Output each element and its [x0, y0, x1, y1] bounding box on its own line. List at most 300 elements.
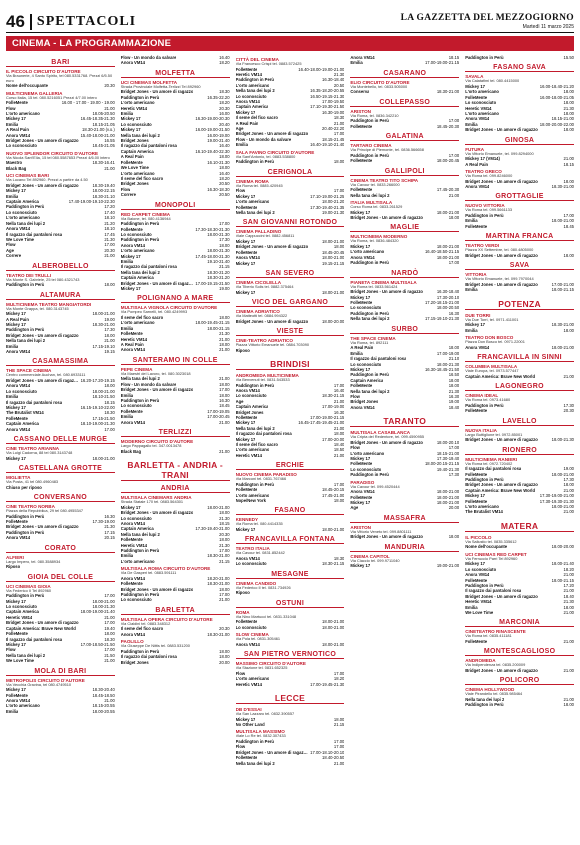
cinema-name: CINEMA PALLADINO	[235, 229, 282, 235]
showtimes: 21.00	[219, 448, 230, 454]
showtimes: 16.40	[333, 387, 345, 393]
cinema-address: Via Montebello, tel. 0833.505000	[350, 83, 408, 89]
showtimes: 18.00-19.45-21.15	[195, 320, 230, 326]
film-title: A Real Pain	[235, 120, 259, 126]
showtimes: 21.00	[563, 509, 574, 515]
film-title: Emilia	[465, 121, 478, 127]
showtimes: 16.30-18.40	[436, 289, 460, 295]
showtimes: 21.00	[563, 639, 574, 644]
film-title: Anora VM14	[6, 348, 31, 354]
film-title: Captain America: Brave New World	[6, 625, 76, 631]
film-title: Anora VM14	[465, 116, 490, 122]
showtime-row	[236, 722, 345, 727]
film-title: Nope/New York	[235, 498, 266, 504]
showtime-row	[6, 83, 115, 88]
film-title: Anora VM14	[6, 535, 31, 541]
cinema-address: Via Nino Martucci tel. 0831.331048	[235, 613, 297, 619]
showtimes: 21.00	[563, 572, 574, 578]
showtimes: 17.30-19.40-21.00	[195, 526, 230, 532]
film-title: Nome dell'occupante	[6, 83, 48, 89]
showtime-row	[6, 166, 115, 171]
showtime-row	[121, 192, 230, 197]
cinema-name: UCI CINEMAS BARI	[6, 173, 49, 179]
city-heading: FASANO SAVA	[465, 64, 574, 72]
showtime-row	[350, 316, 459, 321]
film-title: Il ragazzo dai pantaloni rosa	[120, 264, 177, 270]
cinema-name: MULTISALA CINEMARS ANDRIA	[120, 495, 192, 501]
film-title: Paddington in Perù	[120, 221, 160, 227]
film-title: Flow	[235, 670, 246, 676]
showtime-row	[350, 215, 459, 220]
showtime-row	[465, 55, 574, 60]
showtimes: 18.30-21.00	[207, 553, 230, 559]
showtimes: 17.15	[104, 529, 115, 535]
cinema-name: KENNEDY	[235, 517, 259, 523]
showtimes: 17.45-18.00-21.30	[195, 253, 230, 259]
film-title: Riposo	[6, 564, 21, 570]
cinema-name: CINETEATRO RINASCENTE	[465, 629, 526, 635]
showtimes: 18.00	[219, 154, 230, 160]
showtimes: 16.40-18.50-21.15	[424, 249, 460, 255]
showtimes: 18.00	[563, 100, 574, 106]
film-title: Il seme del fico sacro	[120, 626, 164, 632]
showtimes: 18.00	[219, 586, 230, 592]
showtimes: 18.00-21.00	[322, 619, 345, 625]
cinema-address: Viale Lo Re tel. 0832.307433	[235, 733, 286, 739]
film-title: Lo sconosciuto	[235, 561, 267, 567]
film-title: Anora VM14	[120, 631, 145, 637]
film-title: Emilia	[120, 325, 134, 331]
section-banner: CINEMA - LA PROGRAMMAZIONE	[6, 36, 574, 51]
showtime-row	[236, 498, 345, 503]
showtime-row	[236, 590, 345, 595]
film-title: Anora VM14	[120, 242, 145, 248]
film-title: Flow	[235, 744, 246, 750]
film-title: Bridget Jones	[120, 138, 149, 144]
film-title: Bridget Jones - Un amore di ragazzo	[235, 318, 309, 324]
showtimes: 16.30	[333, 409, 345, 415]
film-title: Flow - Un mondo da salvare	[120, 381, 177, 387]
film-title: Mickey 17	[6, 598, 26, 604]
cinema-address: Via Giuseppe De Nittis tel. 0883.531200	[120, 643, 190, 649]
city-heading: GALATINA	[350, 133, 459, 141]
showtimes: 18.00-21.00	[322, 527, 345, 533]
film-title: Emilia	[6, 708, 19, 714]
film-title: Age	[350, 505, 359, 511]
film-title: Anora VM14	[235, 99, 260, 105]
cinema-name: MULTICINEMA GALLERIA	[6, 90, 63, 96]
film-title: Flow - Un mondo da salvare	[120, 55, 177, 60]
film-title: Lo sconosciuto	[350, 305, 382, 311]
showtimes: 20.30	[104, 83, 115, 89]
showtimes: 18.00	[563, 89, 574, 95]
showtimes: 18.00	[104, 631, 115, 637]
film-title: Emilia	[350, 350, 363, 356]
showtimes: 18.00-21.00	[92, 311, 115, 317]
film-title: Il ragazzo dai pantaloni rosa	[465, 588, 522, 594]
city-heading: TARANTO	[350, 416, 459, 427]
showtimes: 18.00	[219, 537, 230, 543]
film-title: Paddington in Perù	[120, 94, 160, 100]
showtimes: 18.00-21.30	[207, 231, 230, 237]
showtimes: 17.10-19.30-21.50	[310, 104, 345, 110]
showtimes: 21.00	[563, 668, 574, 673]
film-title: Bridget Jones - Un amore di ragazzo	[235, 244, 309, 250]
cinema-address: Via Roma tel. 080.4414335	[235, 521, 283, 527]
showtime-row	[236, 642, 345, 647]
city-heading: MARTINA FRANCA	[465, 233, 574, 241]
film-title: L'orto americano	[350, 249, 385, 255]
showtimes: 16.30	[219, 398, 230, 404]
showtimes: 18.40-20.50	[322, 755, 345, 761]
film-title: Heretic VM14	[235, 681, 262, 687]
film-title: Flow - Un mondo da salvare	[235, 136, 292, 142]
cinema-address: Via Vecchia Gravina, tel 080.4749510	[6, 681, 72, 687]
showtimes: 16.30-19.00-20.30	[195, 116, 230, 122]
film-title: FolleMente	[235, 414, 258, 420]
city-heading: LAGONEGRO	[465, 383, 574, 391]
cinema-address: Via Baione, tel. 080.4136944	[120, 215, 171, 221]
showtime-row	[6, 349, 115, 354]
showtimes: 18.00-19.00-21.40	[80, 609, 115, 615]
film-title: Captain America	[120, 526, 154, 532]
showtime-row	[236, 159, 345, 164]
showtime-row	[465, 544, 574, 549]
listing-columns	[6, 55, 574, 845]
film-title: Anora VM14	[120, 575, 145, 581]
city-heading: BARI	[6, 59, 115, 67]
cinema-name: CINEMA HOLLYWOOD	[465, 687, 515, 693]
showtimes: 19.10-21.40	[207, 258, 230, 264]
film-title: L'orto americano	[465, 503, 499, 509]
showtimes: 18.00-22.15	[92, 188, 115, 194]
film-title: Bridget Jones	[120, 181, 149, 187]
showtimes: 16.00-19.00-21.50	[195, 127, 230, 133]
showtimes: 17.30-20.10	[436, 294, 460, 300]
city-heading: CONVERSANO	[6, 494, 115, 502]
cinema-address: Via Vittorio Veneto tel. 099.8801111	[350, 528, 412, 534]
showtimes: 20.30	[219, 531, 230, 537]
cinema-address: Largo Impero, tel. 080.3588934	[6, 558, 61, 564]
showtimes: 20.40	[219, 121, 230, 127]
film-title: Mickey 17	[6, 641, 26, 647]
showtimes: 18.00-21.00	[551, 344, 574, 350]
showtimes: 17.00-18.50-21.50	[80, 641, 115, 647]
film-title: Lo sconosciuto	[6, 209, 37, 215]
film-title: Mickey 17	[6, 687, 26, 693]
showtimes: 17.00-19.00	[436, 350, 460, 356]
showtime-row	[350, 405, 459, 410]
film-title: Lo sconosciuto	[465, 100, 497, 106]
film-title: Lo sconosciuto	[120, 231, 152, 237]
showtimes: 21.00	[333, 120, 345, 126]
city-heading: ERCHIE	[236, 462, 345, 470]
film-title: Mickey 17	[6, 405, 26, 410]
showtimes: 21.00	[104, 338, 115, 344]
showtimes: 17.40	[104, 209, 115, 215]
film-title: Captain America	[235, 104, 269, 110]
film-title: Nella tana dei lupi 2	[6, 652, 46, 658]
film-title: Paddington in Perù	[235, 739, 274, 745]
film-title: Paddington in Perù	[350, 118, 389, 124]
cinema-name: MULTISALA OPERA CIRCUITO D'AUTORE	[120, 616, 213, 622]
film-title: Lo sconosciuto	[6, 143, 37, 149]
film-title: Nella tana dei lupi 2	[350, 316, 390, 322]
showtimes: 18.15-20.55	[92, 703, 115, 709]
showtime-row	[465, 253, 574, 258]
film-title: Captain America	[235, 404, 269, 410]
film-title: Paddington in Perù	[350, 260, 389, 266]
cinema-name: CINE-TEATRO ADRIATICO	[235, 337, 293, 343]
cinema-address: Via Roma tel. 099.5661133	[465, 207, 512, 213]
cinema-address: Via Calatafimi tel. 080.4415000	[465, 78, 520, 84]
showtimes: 18.00	[448, 345, 460, 351]
film-title: FolleMente	[465, 223, 488, 229]
film-title: Paddington in Perù	[350, 472, 389, 478]
film-title: Anora VM14	[120, 520, 145, 526]
showtimes: 16.30-18.30	[207, 186, 230, 192]
showtimes: 18.00	[104, 282, 115, 288]
listing-column	[236, 55, 345, 845]
showtime-row	[121, 597, 230, 602]
showtimes: 18.00-21.00	[322, 238, 345, 244]
showtimes: 17.00-21.00	[551, 281, 574, 287]
cinema-address: Corso Roma tel. 0833.261529	[350, 204, 403, 210]
city-heading: MATERA	[465, 521, 574, 532]
cinema-name: METROPOLIS CIRCUITO D'AUTORE	[6, 677, 85, 683]
showtimes: 18.30-21.00	[436, 89, 460, 95]
showtimes: 18.00	[219, 342, 230, 348]
showtime-row	[465, 224, 574, 229]
showtime-row	[465, 668, 574, 673]
film-title: Paddington in Perù	[120, 648, 160, 654]
film-title: Paddington in Perù	[235, 481, 274, 487]
film-title: Anora VM14	[350, 489, 375, 495]
city-heading: ANDRIA	[121, 485, 230, 493]
film-title: Heretic VM14	[465, 599, 492, 605]
film-title: Nella tana dei lupi 2	[235, 425, 275, 431]
showtimes: 18.00-21.20	[322, 199, 345, 205]
showtimes: 18.00	[563, 111, 574, 117]
film-title: Nella tana dei lupi 2	[235, 209, 275, 215]
film-title: Paddington in Perù	[235, 77, 274, 83]
film-title: We Love Time	[6, 658, 35, 664]
showtimes: 20.30	[219, 626, 230, 632]
film-title: L'orto americano	[465, 111, 499, 117]
showtimes: 17.00	[448, 445, 460, 451]
film-title: Anora VM14	[465, 572, 490, 578]
cinema-name: TARTARO CINEMA	[350, 143, 392, 149]
showtimes: 17.00-19.00-21.15	[310, 414, 345, 420]
city-heading: ALBEROBELLO	[6, 263, 115, 271]
showtimes: 17.00	[104, 426, 115, 432]
city-heading: CASARANO	[350, 70, 459, 78]
city-heading: CASAMASSIMA	[6, 358, 115, 366]
showtimes: 21.00	[563, 487, 574, 493]
showtimes: 18.00-21.00	[322, 289, 345, 295]
cinema-address: Largo Buttiglione tel. 0972.85001	[465, 431, 523, 437]
film-title: Emilia	[350, 60, 363, 66]
showtimes: 21.00	[104, 165, 115, 171]
cinema-name: PARADISO	[350, 479, 375, 485]
cinema-name: ALFIERI	[6, 554, 24, 560]
film-title: Il seme del fico sacro	[120, 175, 164, 181]
film-title: We Love Time	[465, 610, 494, 615]
showtimes: 18.30-21.15	[322, 561, 345, 567]
film-title: Nella tana dei lupi 2	[6, 338, 46, 344]
film-title: Anora VM14	[6, 697, 31, 703]
cinema-address: Via Sant'Antonio, tel. 0883.538800	[235, 153, 296, 159]
film-title: FolleMente	[6, 415, 28, 421]
showtimes: 17.00	[219, 547, 230, 553]
showtimes: 18.00	[104, 383, 115, 389]
showtimes: 17.00	[219, 221, 230, 227]
showtimes: 18.15	[219, 520, 230, 526]
film-title: A Real Pain	[465, 161, 489, 167]
showtimes: 18.30-20.40	[92, 687, 115, 693]
showtimes: 16.45-17.45-19.45-21.00	[298, 420, 345, 426]
showtimes: 17.30	[563, 402, 574, 408]
showtimes: 17.00-19.00	[322, 404, 345, 410]
film-title: Anora VM14	[235, 387, 260, 393]
film-title: Nella tana dei lupi 2	[6, 220, 46, 226]
cinema-name: UCI CINEMAS RED CARPET	[465, 551, 527, 557]
showtimes: 18.30-21.00 (v.o.)	[82, 127, 115, 133]
showtimes: 18.00	[219, 648, 230, 654]
showtimes: 16.35-22.20	[207, 94, 230, 100]
cinema-name: CINEMA IDEAL	[465, 393, 499, 399]
showtimes: 18.30	[104, 636, 115, 642]
film-title: Il ragazzo dai pantaloni rosa	[120, 654, 177, 660]
city-heading: SAN GIOVANNI ROTONDO	[236, 219, 345, 227]
film-title: Age	[6, 247, 14, 253]
film-title: Captain America: Brave New World	[465, 487, 535, 493]
city-heading: BARLETTA	[121, 607, 230, 615]
showtime-row	[121, 286, 230, 291]
showtime-row	[350, 534, 459, 539]
film-title: FolleMente	[120, 581, 143, 587]
showtimes: 18.00-21.00	[436, 209, 460, 215]
film-title: Black Bag	[120, 448, 142, 454]
cinema-name: UCI CINEMAS GIOIA	[6, 583, 51, 589]
showtime-row	[350, 158, 459, 163]
showtimes: 21.00	[563, 610, 574, 615]
showtimes: 16.55	[104, 138, 115, 144]
showtimes: 21.00	[448, 192, 460, 198]
cinema-address: Viale Cappuccini tel. 0882.456811	[235, 233, 295, 239]
showtimes: 20.00	[448, 505, 460, 511]
film-title: L'orto americano	[350, 450, 385, 456]
cinema-name: MULTISALA VIGNOLA CIRCUITO D'AUTORE	[120, 305, 218, 311]
cinema-address: Via Marconi tel. 0831.767466	[235, 476, 287, 482]
city-heading: CASSANO DELLE MURGE	[6, 436, 115, 444]
cinema-address: Via Roma, tel. 0836.484320	[350, 238, 399, 244]
showtimes: 20.50	[333, 82, 345, 88]
showtimes: 17.15-19.10	[92, 343, 115, 349]
showtime-row	[465, 610, 574, 615]
film-title: L'orto americano	[120, 248, 155, 254]
showtimes: 18.30	[333, 115, 345, 121]
film-title: Flow	[6, 242, 16, 248]
showtimes: 18.00-21.00	[436, 500, 460, 505]
film-title: Emilia	[465, 218, 478, 224]
cinema-name: CINEMA ADRIATICO	[235, 308, 280, 314]
film-title: Flow	[6, 105, 16, 111]
cinema-name: DB D'ESSAI	[235, 707, 262, 713]
city-heading: NARDÒ	[350, 270, 459, 278]
showtimes: 17.00	[448, 260, 460, 266]
city-heading: POLIGNANO A MARE	[121, 295, 230, 303]
showtime-row	[121, 60, 230, 65]
film-title: Paddington in Perù	[120, 547, 160, 553]
film-title: No Other Land	[235, 722, 265, 728]
city-heading: CERIGNOLA	[236, 169, 345, 177]
showtimes: 18.30-19.40	[92, 182, 115, 188]
cinema-name: SLOW CINEMA	[235, 632, 269, 638]
film-title: Bridget Jones	[120, 659, 149, 665]
cinema-name: PIANETA CINEMA MULTISALA	[350, 279, 417, 285]
page-number: 46	[6, 12, 25, 31]
showtimes: 21.00	[219, 419, 230, 425]
cinema-name: NUOVO VITTORIA	[465, 203, 505, 209]
showtimes: 18.00-21.00	[436, 489, 460, 495]
film-title: FolleMente	[350, 300, 373, 306]
film-title: Anora VM14	[6, 132, 31, 138]
showtimes: 21.30	[448, 388, 460, 394]
showtimes: 18.00-21.00	[92, 455, 115, 461]
showtimes: 18.00-21.00	[436, 254, 460, 260]
film-title: Bridget Jones - Un amore di ragazzo	[465, 482, 538, 488]
film-title: Correre	[6, 253, 22, 259]
showtimes: 21.00	[333, 760, 345, 766]
film-title: FolleMente	[465, 498, 488, 504]
showtimes: 18.30-21.00	[92, 321, 115, 327]
film-title: Bridget Jones - Un amore di ragazzo	[120, 510, 194, 516]
showtimes: 16.00-19.00	[207, 132, 230, 138]
city-heading: SANTERAMO IN COLLE	[121, 357, 230, 365]
cinema-address: Via Roma tel. 0835.411181	[465, 633, 512, 639]
film-title: Mickey 17	[120, 127, 141, 133]
film-title: Correre	[120, 192, 136, 198]
film-title: Mickey 17	[6, 311, 26, 317]
showtimes: 17.00-20.45	[207, 414, 230, 420]
cinema-name: CINE TEATRO ARIANNA	[6, 446, 60, 452]
showtimes: 18.00	[104, 332, 115, 338]
film-title: Age	[235, 398, 244, 404]
showtimes: 17.00	[448, 152, 460, 158]
film-title: Mickey 17	[465, 84, 485, 89]
film-title: Bridget Jones - Un amore di ragazzo	[465, 281, 538, 287]
cinema-name: SALA FAVINO CIRCUITO D'AUTORE	[235, 149, 315, 155]
film-title: Lo sconosciuto	[235, 393, 267, 399]
showtime-row	[6, 143, 115, 148]
showtime-row	[350, 124, 459, 129]
showtimes: 19.00	[104, 316, 115, 322]
film-title: Mickey 17	[350, 294, 371, 300]
showtimes: 18.45	[219, 403, 230, 409]
film-title: Mickey 17	[350, 366, 371, 372]
film-title: FolleMente	[6, 519, 28, 525]
film-title: L'orto americano	[120, 170, 155, 176]
showtimes: 18.00-21.15	[551, 287, 574, 293]
film-title: Emilia	[6, 394, 19, 400]
film-title: Heretic VM14	[120, 336, 148, 342]
film-title: Bridget Jones - Un amore di ragazzo	[465, 437, 538, 443]
film-title: FolleMente	[465, 471, 488, 477]
showtime-row	[6, 564, 115, 569]
showtimes: 18.00-20.55	[92, 708, 115, 714]
showtimes: 18.20	[333, 676, 345, 682]
